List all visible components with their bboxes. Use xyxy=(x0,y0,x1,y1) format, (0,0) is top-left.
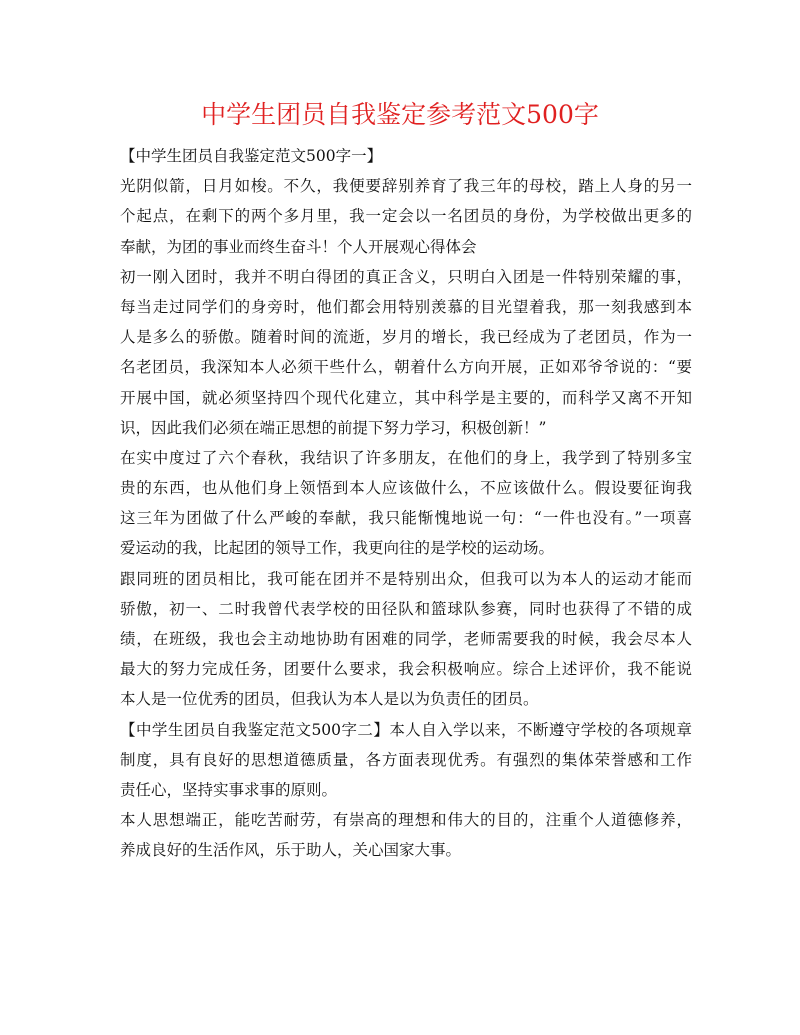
text-line: 人是多么的骄傲。随着时间的流逝，岁月的增长，我已经成为了老团员，作为一 xyxy=(120,328,692,347)
paragraph xyxy=(120,805,692,865)
paragraph-heading-two xyxy=(120,715,692,806)
text-line: 名老团员，我深知本人必须干些什么，朝着什么方向开展，正如邓爷爷说的：“要 xyxy=(120,358,692,377)
text-line: 跟同班的团员相比，我可能在团并不是特别出众，但我可以为本人的运动才能而 xyxy=(120,569,692,588)
text-line: 光阴似箭，日月如梭。不久，我便要辞别养育了我三年的母校，踏上人身的另一 xyxy=(120,177,692,196)
text-line: 在实中度过了六个春秋，我结识了许多朋友，在他们的身上，我学到了特别多宝 xyxy=(120,448,692,467)
text-line: 责任心，坚持实事求事的原则。 xyxy=(120,780,338,799)
text-line: 养成良好的生活作风，乐于助人，关心国家大事。 xyxy=(120,841,462,860)
text-line: 爱运动的我，比起团的领导工作，我更向往的是学校的运动场。 xyxy=(120,539,555,558)
text-line: 制度，具有良好的思想道德质量，各方面表现优秀。有强烈的集体荣誉感和工作 xyxy=(120,750,692,769)
text-line: 个起点，在剩下的两个多月里，我一定会以一名团员的身份，为学校做出更多的 xyxy=(120,207,692,226)
text-line: 这三年为团做了什么严峻的奉献，我只能惭愧地说一句：“一件也没有。”一项喜 xyxy=(120,509,692,528)
text-line: 本人思想端正，能吃苦耐劳，有崇高的理想和伟大的目的，注重个人道德修养， xyxy=(120,811,692,830)
paragraph-heading-one xyxy=(120,141,692,171)
paragraph xyxy=(120,171,692,262)
text-line: 本人是一位优秀的团员，但我认为本人是以为负责任的团员。 xyxy=(120,690,539,709)
text-line: 【中学生团员自我鉴定范文500字二】本人自入学以来，不断遵守学校的各项规章 xyxy=(120,720,692,739)
text-line: 开展中国，就必须坚持四个现代化建立，其中科学是主要的，而科学又离不开知 xyxy=(120,388,692,407)
text-line: 骄傲，初一、二时我曾代表学校的田径队和篮球队参赛，同时也获得了不错的成 xyxy=(120,599,692,618)
text-line: 初一刚入团时，我并不明白得团的真正含义，只明白入团是一件特别荣耀的事， xyxy=(120,267,692,286)
text-line: 绩，在班级，我也会主动地协助有困难的同学，老师需要我的时候，我会尽本人 xyxy=(120,630,692,648)
text-line: 奉献，为团的事业而终生奋斗！个人开展观心得体会 xyxy=(120,237,477,256)
paragraph xyxy=(120,262,692,443)
document-body xyxy=(120,141,692,866)
text-line: 每当走过同学们的身旁时，他们都会用特别羡慕的目光望着我，那一刻我感到本 xyxy=(120,297,692,316)
text-line: 最大的努力完成任务，团要什么要求，我会积极响应。综合上述评价，我不能说 xyxy=(120,660,692,679)
paragraph xyxy=(120,443,692,564)
document-title: 中学生团员自我鉴定参考范文500字 xyxy=(201,100,599,129)
text-line: 识，因此我们必须在端正思想的前提下努力学习，积极创新！” xyxy=(120,418,547,437)
text-line: 【中学生团员自我鉴定范文500字一】 xyxy=(120,147,383,165)
paragraph xyxy=(120,564,692,715)
text-line: 贵的东西，也从他们身上领悟到本人应该做什么，不应该做什么。假设要征询我 xyxy=(120,479,692,498)
